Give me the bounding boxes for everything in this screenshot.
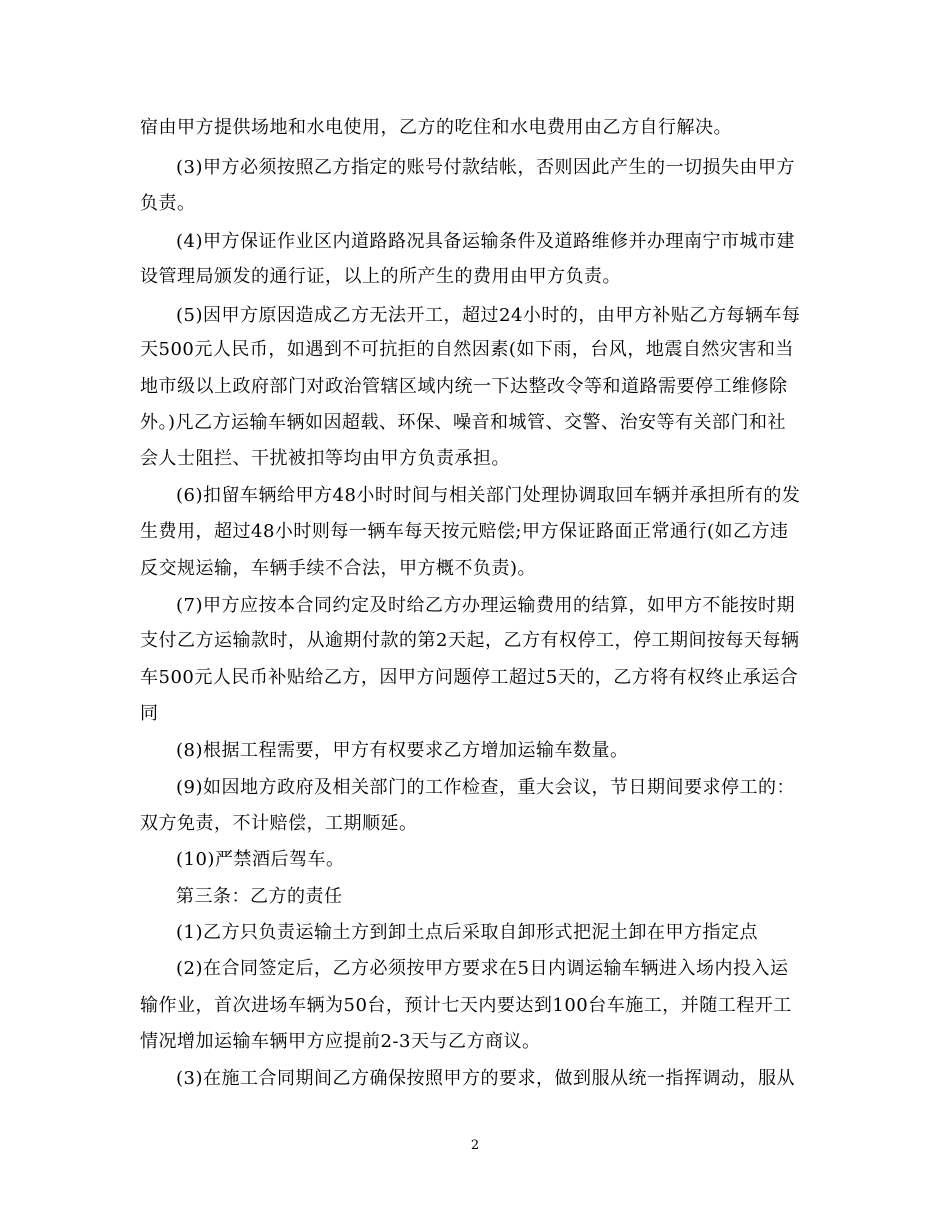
- text-line: (1)乙方只负责运输土方到卸土点后采取自卸形式把泥土卸在甲方指定点: [176, 922, 758, 943]
- text-line: 双方免责，不计赔偿，工期顺延。: [140, 813, 418, 834]
- text-line: (9)如因地方政府及相关部门的工作检查，重大会议，节日期间要求停工的：: [176, 777, 795, 798]
- text-line: (2)在合同签定后，乙方必须按甲方要求在5日内调运输车辆进入场内投入运: [176, 958, 789, 979]
- section-heading: 第三条：乙方的责任: [176, 886, 343, 907]
- text-line: 会人士阻拦、干扰被扣等均由甲方负责承担。: [140, 448, 510, 469]
- text-line: (8)根据工程需要，甲方有权要求乙方增加运输车数量。: [176, 740, 629, 761]
- text-line: (5)因甲方原因造成乙方无法开工，超过24小时的，由甲方补贴乙方每辆车每: [176, 305, 801, 326]
- text-line: 外。)凡乙方运输车辆如因超载、环保、噪音和城管、交警、治安等有关部门和社: [140, 412, 787, 433]
- text-line: 天500元人民币，如遇到不可抗拒的自然因素(如下雨，台风，地震自然灾害和当: [140, 339, 794, 360]
- text-line: (10)严禁酒后驾车。: [176, 849, 345, 870]
- text-line: 反交规运输，车辆手续不合法，甲方概不负责)。: [140, 558, 537, 579]
- text-line: 设管理局颁发的通行证，以上的所产生的费用由甲方负责。: [140, 266, 621, 287]
- text-line: (6)扣留车辆给甲方48小时时间与相关部门处理协调取回车辆并承担所有的发: [176, 485, 801, 506]
- text-line: 负责。: [140, 193, 196, 214]
- text-line: 宿由甲方提供场地和水电使用，乙方的吃住和水电费用由乙方自行解决。: [140, 117, 732, 138]
- text-line: 车500元人民币补贴给乙方，因甲方问题停工超过5天的，乙方将有权终止承运合: [140, 667, 799, 688]
- text-line: 输作业，首次进场车辆为50台，预计七天内要达到100台车施工，并随工程开工: [140, 995, 792, 1016]
- text-line: 支付乙方运输款时，从逾期付款的第2天起，乙方有权停工，停工期间按每天每辆: [140, 630, 800, 651]
- text-line: (7)甲方应按本合同约定及时给乙方办理运输费用的结算，如甲方不能按时期: [176, 595, 795, 616]
- page-number: 2: [470, 1138, 480, 1153]
- text-line: 情况增加运输车辆甲方应提前2-3天与乙方商议。: [140, 1031, 541, 1052]
- text-line: 同: [140, 703, 159, 724]
- text-line: (3)在施工合同期间乙方确保按照甲方的要求，做到服从统一指挥调动，服从: [176, 1068, 795, 1089]
- text-line: 地市级以上政府部门对政治管辖区域内统一下达整改令等和道路需要停工维修除: [140, 376, 788, 397]
- text-line: (3)甲方必须按照乙方指定的账号付款结帐，否则因此产生的一切损失由甲方: [176, 157, 795, 178]
- text-line: 生费用，超过48小时则每一辆车每天按元赔偿;甲方保证路面正常通行(如乙方违: [140, 521, 789, 542]
- text-line: (4)甲方保证作业区内道路路况具备运输条件及道路维修并办理南宁市城市建: [176, 231, 795, 252]
